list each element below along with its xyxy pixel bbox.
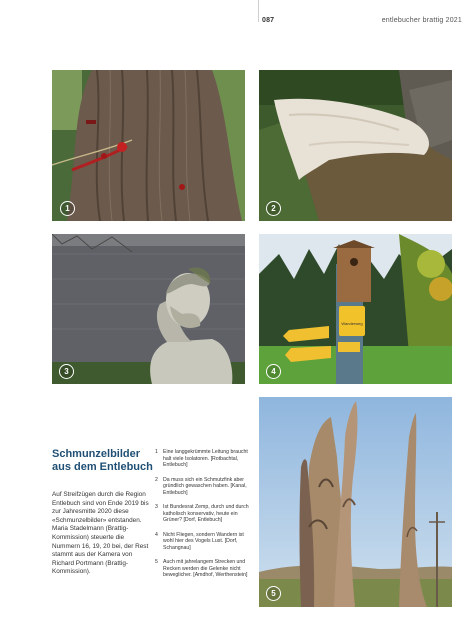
photo-number-badge: 2 (266, 201, 281, 216)
caption-text: Auch mit jahrelangem Strecken und Recken werden die Gelenke nicht beweglicher. [Amdhof, Werthenstein] (163, 559, 248, 578)
caption-item (155, 504, 251, 524)
photo-number-badge: 1 (60, 201, 75, 216)
caption-number: 5 (155, 559, 158, 565)
caption-number: 2 (155, 476, 158, 483)
caption-item (155, 532, 251, 552)
photo-number-badge: 4 (266, 364, 281, 379)
article-intro: Auf Streifzügen durch die Region Entlebuch sind von Ende 2019 bis zur Jahresmitte 2020 diese «Schmunzelbilder» entstanden. Maria Stadelmann (Brattig-Kommission) steuerte die Nummern 16, 19, 20 bei, der Rest stammt aus der Kamera von Richard Portmann (Brattig-Kommission). (52, 491, 149, 576)
article-title (52, 448, 157, 474)
caption-number: 4 (155, 531, 158, 538)
caption-item (155, 477, 251, 497)
photo-wood-sculptures (259, 397, 452, 607)
caption-item (155, 449, 251, 469)
photo-foam-canal (259, 70, 452, 221)
article-title-line-1: Schmunzelbilder (52, 448, 141, 460)
caption-list (155, 449, 251, 587)
caption-number: 1 (155, 449, 158, 455)
photo-tree-bark (52, 70, 245, 221)
page-number: 087 (262, 17, 275, 24)
caption-item (155, 559, 251, 579)
caption-number: 3 (155, 504, 158, 510)
caption-text: Eine langgekrümmte Leitung braucht halt viele Isolatoren. [Rotbachtal, Entlebuch] (163, 449, 248, 468)
photo-bust-statue (52, 234, 245, 384)
photo-number-badge: 5 (266, 586, 281, 601)
caption-text: Ist Bundesrat Zemp, durch und durch katholisch konservativ, heute ein Grüner? [Dorf, Entlebuch] (163, 504, 249, 523)
caption-text: Da muss sich ein Schmutzfink aber gründlich gewaschen haben. [Kanal, Entlebuch] (163, 476, 247, 496)
caption-text: Nicht Fliegen, sondern Wandern ist wohl hier des Vogels Lust. [Dorf, Schangnau] (163, 531, 244, 551)
running-head: entlebucher brattig 2021 (381, 17, 462, 24)
yellow-sign-text: Wanderweg (341, 321, 363, 326)
header-divider (258, 0, 259, 22)
photo-birdhouse-signpost (259, 234, 452, 384)
photo-number-badge: 3 (59, 364, 74, 379)
article-title-line-2: aus dem Entlebuch (52, 461, 153, 473)
